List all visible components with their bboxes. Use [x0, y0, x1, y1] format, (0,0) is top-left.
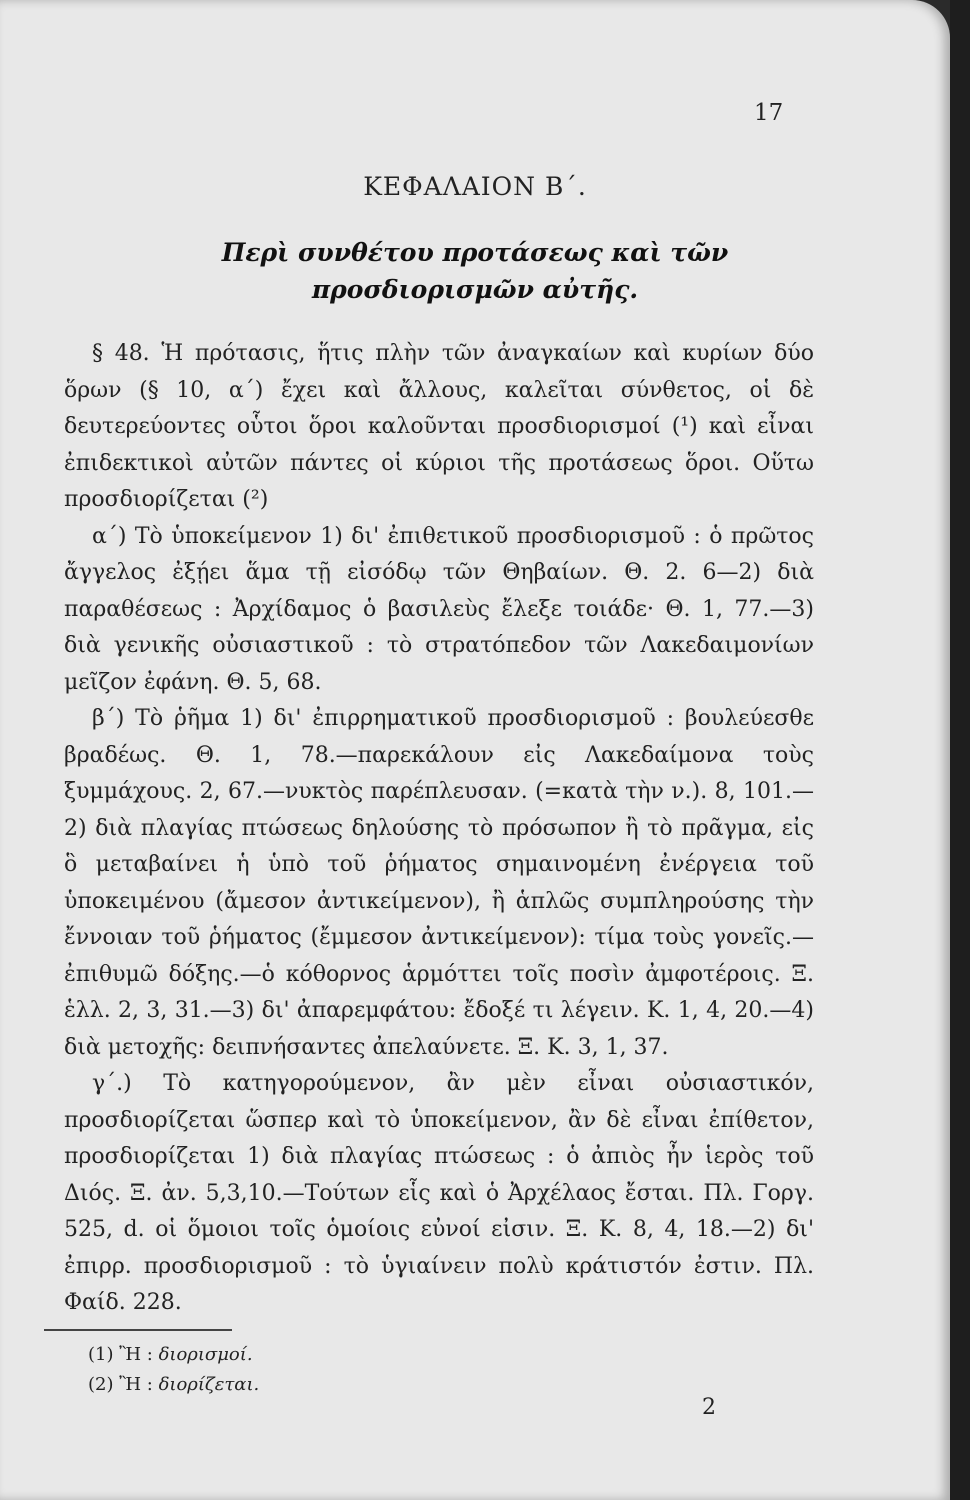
footnote-2-text: διορίζεται. [158, 1374, 260, 1395]
footnotes [88, 1340, 259, 1400]
page-number: 17 [754, 100, 784, 126]
footnote-1 [88, 1340, 259, 1370]
paragraph-gamma: γ΄.) Τὸ κατηγορούμενον, ἂν μὲν εἶναι οὐσιαστικόν, προσδιορίζεται ὥσπερ καὶ τὸ ὑποκείμενον, ἂν δὲ εἶναι ἐπίθετον, προσδιορίζεται 1) διὰ πλαγίας πτώσεως : ὁ ἀπιὸς ἦν ἱερὸς τοῦ Διός. Ξ. ἀν. 5,3,10.—Τούτων εἷς καὶ ὁ Ἀρχέλαος ἔσται. Πλ. Γοργ. 525, d. οἱ ὅμοιοι τοῖς ὁμοίοις εὐνοί εἰσιν. Ξ. Κ. 8, 4, 18.—2) δι' ἐπιρρ. προσδιορισμοῦ : τὸ ὑγιαίνειν πολὺ κράτιστόν ἐστιν. Πλ. Φαίδ. 228. [64, 1071, 814, 1315]
section-title-line-2: προσδιορισμῶν αὐτῆς. [311, 275, 639, 304]
body-text [64, 336, 814, 1322]
chapter-heading: ΚΕΦΑΛΑΙΟΝ Β΄. [363, 172, 587, 201]
section-title-line-1: Περὶ συνθέτου προτάσεως καὶ τῶν [221, 238, 729, 267]
footnote-rule [44, 1329, 232, 1331]
paragraph-alpha: α΄) Τὸ ὑποκείμενον 1) δι' ἐπιθετικοῦ προσδιορισμοῦ : ὁ πρῶτος ἄγγελος ἐξῄει ἅμα τῇ εἰσόδῳ τῶν Θηβαίων. Θ. 2. 6—2) διὰ παραθέσεως : Ἀρχίδαμος ὁ βασιλεὺς ἔλεξε τοιάδε· Θ. 1, 77.—3) διὰ γενικῆς οὐσιαστικοῦ : τὸ στρατόπεδον τῶν Λακεδαιμονίων μεῖζον ἐφάνη. Θ. 5, 68. [64, 523, 814, 695]
page-edge [950, 0, 970, 1500]
footnote-1-text: διορισμοί. [158, 1344, 253, 1365]
footnote-1-mark: (1) Ἢ : [88, 1344, 153, 1365]
signature-mark: 2 [702, 1395, 716, 1420]
footnote-2 [88, 1370, 259, 1400]
paragraph-48: § 48. Ἡ πρότασις, ἥτις πλὴν τῶν ἀναγκαίων καὶ κυρίων δύο ὅρων (§ 10, α΄) ἔχει καὶ ἄλλους, καλεῖται σύνθετος, οἱ δὲ δευτερεύοντες οὗτοι ὅροι καλοῦνται προσδιορισμοί (¹) καὶ εἶναι ἐπιδεκτικοὶ αὐτῶν πάντες οἱ κύριοι τῆς προτάσεως ὅροι. Οὕτω προσδιορίζεται (²) [64, 341, 814, 512]
footnote-2-mark: (2) Ἢ : [88, 1374, 153, 1395]
paragraph-beta: β΄) Τὸ ῥῆμα 1) δι' ἐπιρρηματικοῦ προσδιορισμοῦ : βουλεύεσθε βραδέως. Θ. 1, 78.—παρεκάλουν εἰς Λακεδαίμονα τοὺς ξυμμάχους. 2, 67.—νυκτὸς παρέπλευσαν. (=κατὰ τὴν ν.). 8, 101.—2) διὰ πλαγίας πτώσεως δηλούσης τὸ πρόσωπον ἢ τὸ πρᾶγμα, εἰς ὃ μεταβαίνει ἡ ὑπὸ τοῦ ῥήματος σημαινομένη ἐνέργεια τοῦ ὑποκειμένου (ἄμεσον ἀντικείμενον), ἢ ἁπλῶς συμπληρούσης τὴν ἔννοιαν τοῦ ῥήματος (ἔμμεσον ἀντικείμενον): τίμα τοὺς γονεῖς.—ἐπιθυμῶ δόξης.—ὁ κόθορνος ἁρμόττει τοῖς ποσὶν ἀμφοτέροις. Ξ. ἑλλ. 2, 3, 31.—3) δι' ἀπαρεμφάτου: ἔδοξέ τι λέγειν. Κ. 1, 4, 20.—4) διὰ μετοχῆς: δειπνήσαντες ἀπελαύνετε. Ξ. Κ. 3, 1, 37. [64, 706, 814, 1060]
